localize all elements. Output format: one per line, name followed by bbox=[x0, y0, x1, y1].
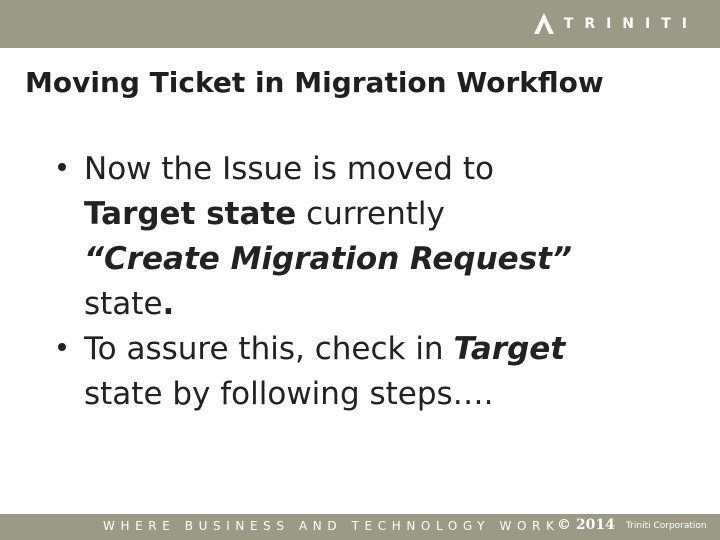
bullet-list bbox=[58, 147, 698, 417]
footer-copyright: © 2014 bbox=[557, 517, 615, 533]
bullet2-target: Target bbox=[453, 331, 566, 367]
bullet1-target-state: Target state bbox=[84, 196, 297, 232]
bullet-item-2 bbox=[58, 327, 698, 417]
bullet-dot-icon bbox=[58, 163, 66, 171]
bullet1-state-word: state bbox=[84, 286, 163, 322]
bullet-item-1 bbox=[58, 147, 698, 327]
bullet2-prefix: To assure this, check in bbox=[84, 331, 454, 367]
triniti-logo bbox=[532, 12, 698, 36]
footer-band bbox=[0, 514, 720, 540]
header-band bbox=[0, 0, 720, 48]
bullet1-state-name: “Create Migration Request” bbox=[84, 241, 572, 277]
bullet-dot-icon bbox=[58, 343, 66, 351]
triniti-triangle-icon bbox=[532, 12, 556, 36]
footer-corporation: Triniti Corporation bbox=[626, 521, 707, 531]
logo-wordmark: TRINITI bbox=[563, 16, 698, 32]
bullet1-period: . bbox=[162, 286, 175, 322]
footer-tagline: WHERE BUSINESS AND TECHNOLOGY WORK bbox=[103, 519, 560, 533]
bullet1-currently: currently bbox=[296, 196, 445, 232]
slide-title: Moving Ticket in Migration Workflow bbox=[25, 66, 604, 99]
bullet1-line1: Now the Issue is moved to bbox=[84, 151, 494, 187]
bullet2-suffix: state by following steps…. bbox=[84, 376, 494, 412]
